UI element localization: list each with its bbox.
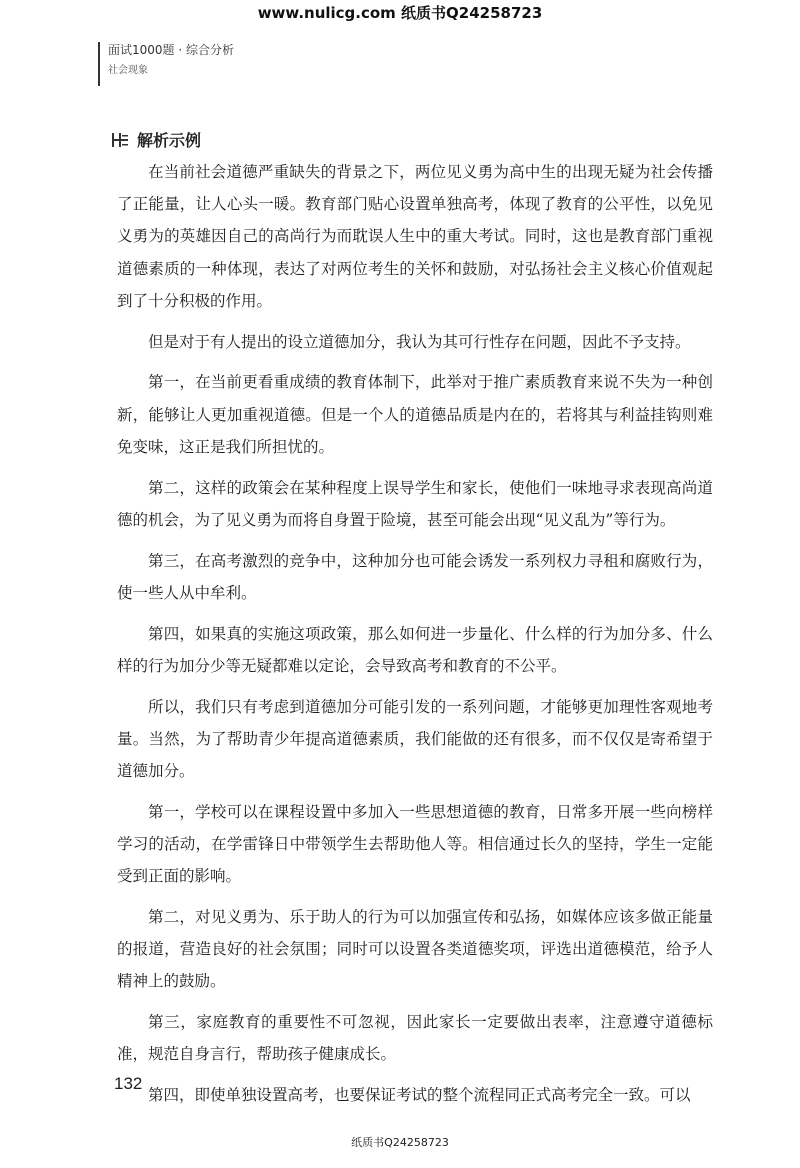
- running-head: [98, 42, 234, 86]
- paragraph: 第二，对见义勇为、乐于助人的行为可以加强宣传和弘扬，如媒体应该多做正能量的报道，营造良好的社会氛围；同时可以设置各类道德奖项，评选出道德模范，给予人精神上的鼓励。: [117, 908, 713, 991]
- paragraph: 第四，如果真的实施这项政策，那么如何进一步量化、什么样的行为加分多、什么样的行为加分少等无疑都难以定论，会导致高考和教育的不公平。: [117, 624, 713, 675]
- paragraph: 所以，我们只有考虑到道德加分可能引发的一系列问题，才能够更加理性客观地考量。当然，为了帮助青少年提高道德素质，我们能做的还有很多，而不仅仅是寄希望于道德加分。: [117, 697, 713, 781]
- paragraph: 第三，家庭教育的重要性不可忽视，因此家长一定要做出表率，注意遵守道德标准，规范自身言行，帮助孩子健康成长。: [117, 1013, 713, 1064]
- top-watermark: www.nulicg.com 纸质书Q24258723: [257, 4, 543, 22]
- paragraph: 第一，学校可以在课程设置中多加入一些思想道德的教育，日常多开展一些向榜样学习的活动，在学雷锋日中带领学生去帮助他人等。相信通过长久的坚持，学生一定能受到正面的影响。: [117, 802, 713, 886]
- section-heading-text: 解析示例: [137, 131, 202, 150]
- section-marker-icon: [111, 132, 129, 148]
- bottom-watermark: 纸质书Q24258723: [351, 1136, 449, 1149]
- chapter-title: 社会现象: [108, 65, 148, 76]
- page-number: 132: [114, 1074, 143, 1093]
- paragraph: 第三，在高考激烈的竞争中，这种加分也可能会诱发一系列权力寻租和腐败行为，使一些人从中牟利。: [117, 551, 713, 602]
- paragraph: 第一，在当前更看重成绩的教育体制下，此举对于推广素质教育来说不失为一种创新，能够让人更加重视道德。但是一个人的道德品质是内在的，若将其与利益挂钩则难免变味，这正是我们所担忧的。: [117, 373, 713, 456]
- paragraph: 第四，即使单独设置高考，也要保证考试的整个流程同正式高考完全一致。可以: [148, 1086, 691, 1105]
- paragraph: 但是对于有人提出的设立道德加分，我认为其可行性存在问题，因此不予支持。: [148, 332, 691, 351]
- paragraph: 在当前社会道德严重缺失的背景之下，两位见义勇为高中生的出现无疑为社会传播了正能量，让人心头一暖。教育部门贴心设置单独高考，体现了教育的公平性，以免见义勇为的英雄因自己的高尚行为而耽误人生中的重大考试。同时，这也是教育部门重视道德素质的一种体现，表达了对两位考生的关怀和鼓励，对弘扬社会主义核心价值观起到了十分积极的作用。: [117, 163, 713, 310]
- article-body: [117, 156, 713, 1120]
- paragraph: 第二，这样的政策会在某种程度上误导学生和家长，使他们一味地寻求表现高尚道德的机会，为了见义勇为而将自身置于险境，甚至可能会出现“见义乱为”等行为。: [117, 478, 713, 529]
- book-title: 面试1000题 · 综合分析: [108, 43, 234, 57]
- section-heading: [111, 128, 201, 151]
